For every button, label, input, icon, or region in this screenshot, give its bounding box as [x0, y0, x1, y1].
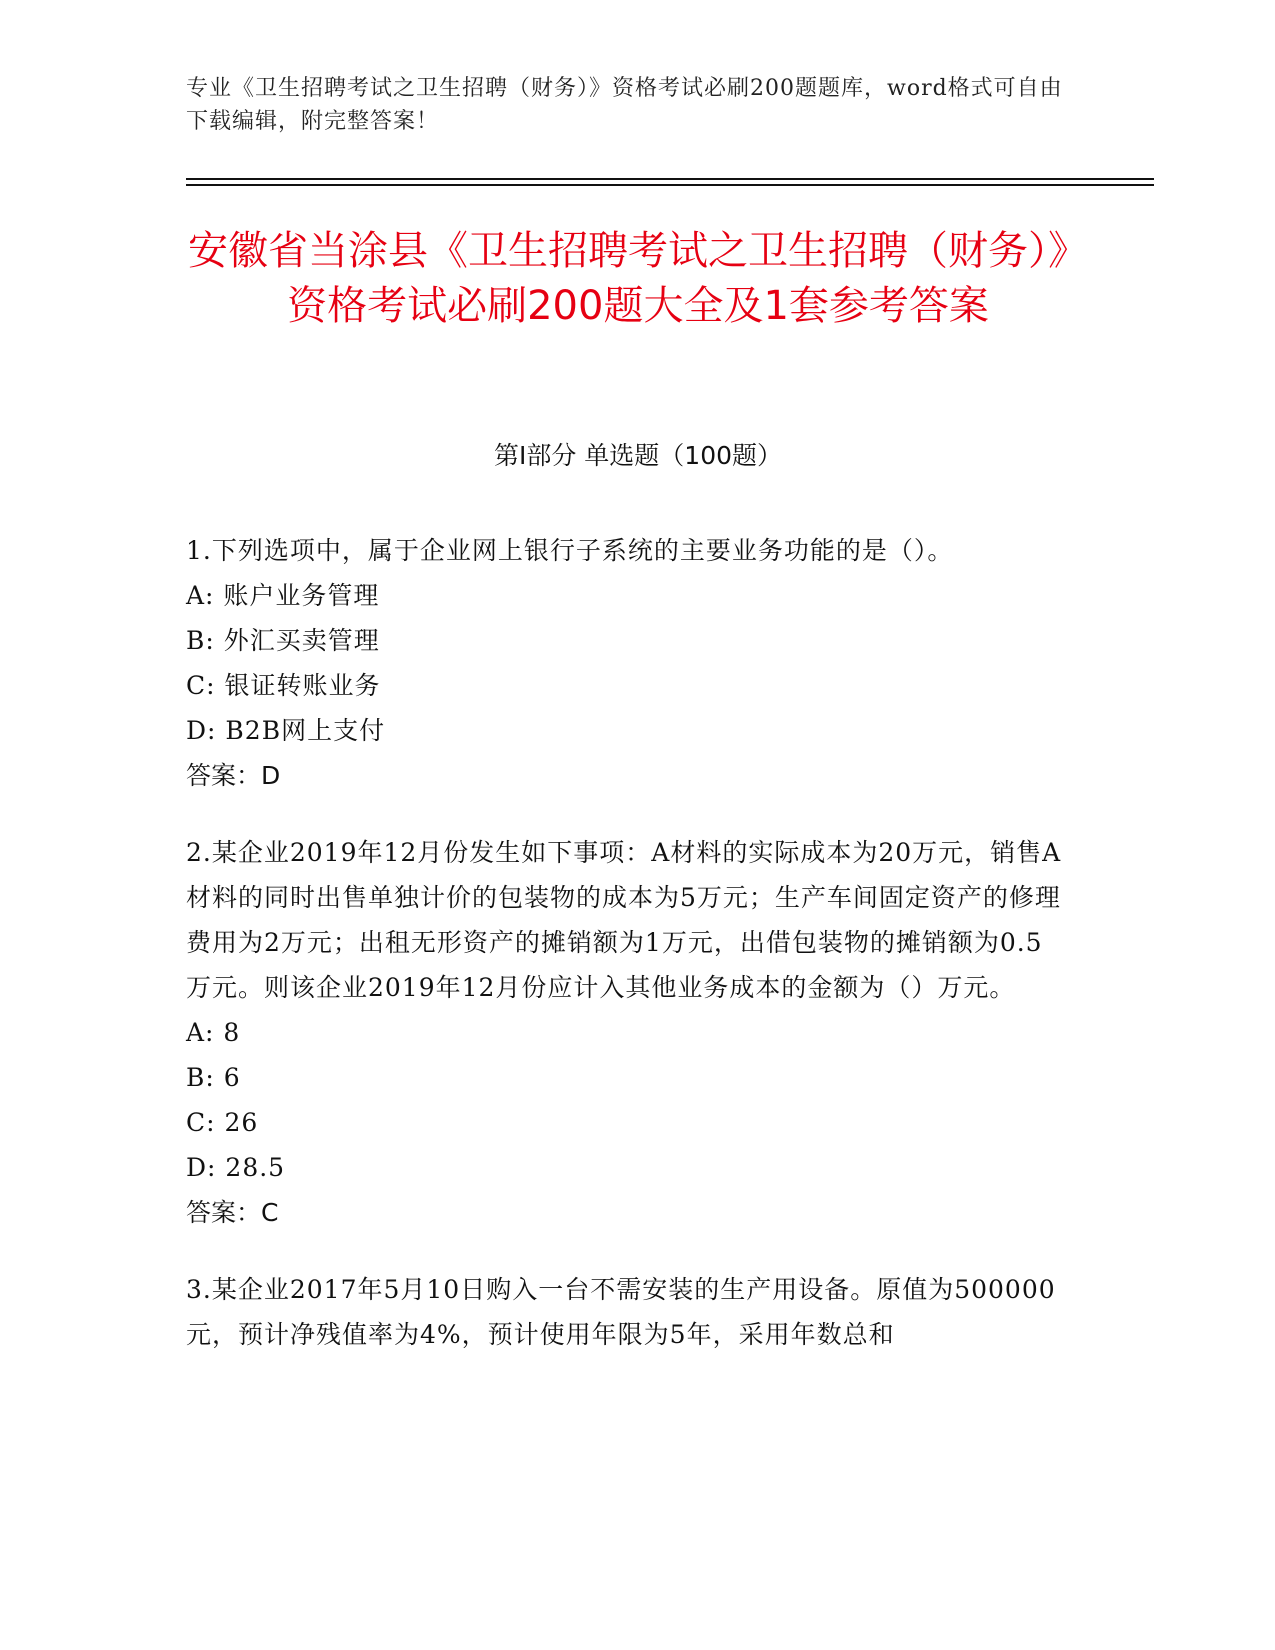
- question-list: [186, 528, 1066, 1389]
- option-c: C: 26: [186, 1108, 259, 1137]
- header-note: 专业《卫生招聘考试之卫生招聘（财务）》资格考试必刷200题题库，word格式可自由下载编辑，附完整答案！: [186, 76, 1063, 134]
- option-a: A: 账户业务管理: [186, 581, 380, 610]
- option-b: B: 外汇买卖管理: [186, 626, 380, 655]
- answer-line: 答案：C: [186, 1198, 279, 1227]
- option-d: D: 28.5: [186, 1153, 286, 1182]
- option-c: C: 银证转账业务: [186, 671, 381, 700]
- header-rule-bottom: [186, 184, 1154, 186]
- option-a: A: 8: [186, 1018, 241, 1047]
- option-b: B: 6: [186, 1063, 241, 1092]
- question-1: [186, 528, 1066, 798]
- answer-line: 答案：D: [186, 761, 281, 790]
- question-stem: 2.某企业2019年12月份发生如下事项：A材料的实际成本为20万元，销售A材料的同时出售单独计价的包装物的成本为5万元；生产车间固定资产的修理费用为2万元；出租无形资产的摊销额为1万元，出借包装物的摊销额为0.5万元。则该企业2019年12月份应计入其他业务成本的金额为（）万元。: [186, 838, 1062, 1002]
- question-2: [186, 830, 1066, 1235]
- header-rule-top: [186, 178, 1154, 180]
- question-3: [186, 1267, 1066, 1357]
- question-stem: 1.下列选项中，属于企业网上银行子系统的主要业务功能的是（）。: [186, 536, 954, 565]
- section-heading: 第I部分 单选题（100题）: [493, 441, 783, 470]
- question-stem: 3.某企业2017年5月10日购入一台不需安装的生产用设备。原值为500000元，预计净残值率为4%，预计使用年限为5年，采用年数总和: [186, 1275, 1056, 1349]
- option-d: D: B2B网上支付: [186, 716, 386, 745]
- document-title: 安徽省当涂县《卫生招聘考试之卫生招聘（财务）》资格考试必刷200题大全及1套参考答案: [188, 228, 1088, 329]
